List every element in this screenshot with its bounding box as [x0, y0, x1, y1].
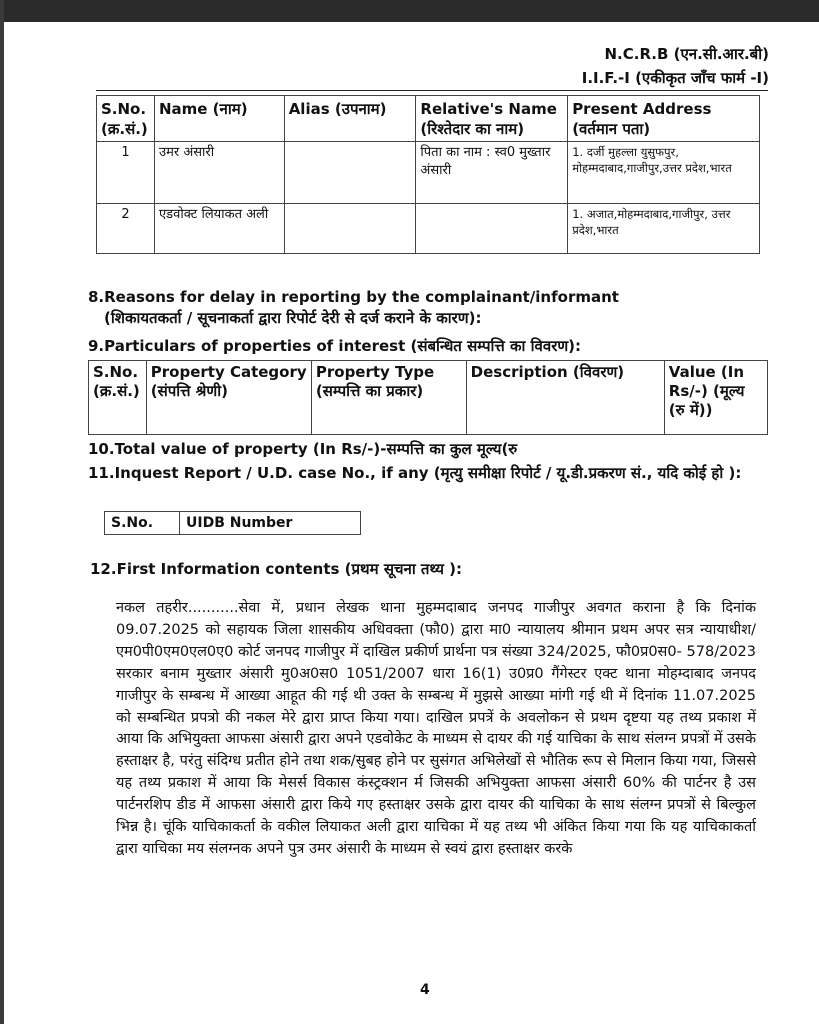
section-9-title: 9.Particulars of properties of interest (संबन्धित सम्पत्ति का विवरण):	[88, 337, 582, 355]
section-12-title: 12.First Information contents (प्रथम सूचना तथ्य ):	[90, 560, 463, 578]
cell-address: 1. दर्जी मुहल्ला युसुफपुर, मोहम्मदाबाद,गाजीपुर,उत्तर प्रदेश,भारत	[568, 142, 760, 204]
col-sno: S.No. (क्र.सं.)	[89, 361, 147, 435]
section-11-title: 11.Inquest Report / U.D. case No., if any (मृत्यु समीक्षा रिपोर्ट / यू.डी.प्रकरण सं., यदि कोई हो ):	[88, 464, 742, 482]
section-8-subtitle: (शिकायतकर्ता / सूचनाकर्ता द्वारा रिपोर्ट देरी से दर्ज कराने के कारण):	[104, 309, 482, 327]
table-row	[97, 142, 760, 204]
col-sno: S.No. (क्र.सं.)	[97, 96, 155, 142]
header-rule	[96, 90, 768, 91]
viewer-left-edge	[0, 0, 4, 1024]
viewer-top-bar	[0, 0, 819, 22]
ncrb-header: N.C.R.B (एन.सी.आर.बी)	[604, 45, 769, 63]
col-relative: Relative's Name (रिश्तेदार का नाम)	[416, 96, 568, 142]
col-value: Value (In Rs/-) (मूल्य (रु में))	[664, 361, 767, 435]
section-8-title: 8.Reasons for delay in reporting by the complainant/informant	[88, 288, 619, 306]
cell-sno: 2	[97, 204, 155, 254]
cell-relative: पिता का नाम : स्व0 मुख्तार अंसारी	[416, 142, 568, 204]
col-category: Property Category (संपत्ति श्रेणी)	[146, 361, 311, 435]
cell-name: एडवोक्ट लियाकत अली	[154, 204, 284, 254]
cell-alias	[284, 204, 416, 254]
table-header-row	[105, 512, 361, 535]
table-header-row	[97, 96, 760, 142]
accused-table	[96, 95, 760, 254]
col-alias: Alias (उपनाम)	[284, 96, 416, 142]
table-header-row	[89, 361, 768, 435]
fir-content-text: नकल तहरीर...........सेवा में, प्रधान लेखक थाना मुहम्मदाबाद जनपद गाजीपुर अवगत कराना है कि दिनांक 09.07.2025 को सहायक जिला शासकीय अधिवक्ता (फौ0) द्वारा मा0 न्यायालय श्रीमान प्रथम अपर सत्र न्यायाधीश/ एम0पी0एम0एल0ए0 कोर्ट जनपद गाजीपुर में दाखिल प्रकीर्ण प्रार्थना पत्र संख्या 324/2025, फौ0प्र0स0- 578/2023 सरकार बनाम मुख्तार अंसारी मु0अ0स0 1051/2007 धारा 16(1) उ0प्र0 गैंगेस्टर एक्ट थाना मोहम्दाबाद जनपद गाजीपुर के सम्बन्ध में आख्या आहूत की गई थी उक्त के सम्बन्ध में मुझसे आख्या मांगी गई थी में दिनांक 11.07.2025 को सम्बन्धित प्रपत्रो की नकल मेरे द्वारा प्राप्त किया गया। दाखिल प्रपत्रें के अवलोकन से प्रथम दृष्टया यह तथ्य प्रकाश में आया कि अभियुक्ता आफसा अंसारी द्वारा अपने एडवोकेट के माध्यम से दायर की गई याचिका के साथ संलग्न प्रपत्रों में उसके हस्ताक्षर है, परंतु संदिग्ध प्रतीत होने तथा शक/सुबह होने पर सुसंगत अभिलेखों से भौतिक रूप से मिलान किया गया, जिससे यह तथ्य प्रकाश में आया कि मेसर्स विकास कंस्ट्रक्शन र्म जिसकी अभियुक्ता आफसा अंसारी 60% की पार्टनर है उस पार्टनरशिप डीड में आफसा अंसारी द्वारा किये गए हस्ताक्षर उसके द्वारा दायर की याचिका के साथ संलग्न प्रपत्रों से बिल्कुल भिन्न है। चूंकि याचिकाकर्ता के वकील लियाकत अली द्वारा याचिका में यह तथ्य भी अंकित किया गया कि यह याचिकाकर्ता द्वारा याचिका मय संलग्नक अपने पुत्र उमर अंसारी के माध्यम से स्वयं द्वारा हस्ताक्षर करके	[116, 600, 756, 857]
col-description: Description (विवरण)	[466, 361, 664, 435]
property-table	[88, 360, 768, 435]
uidb-table	[104, 511, 361, 535]
col-address: Present Address (वर्तमान पता)	[568, 96, 760, 142]
cell-relative	[416, 204, 568, 254]
cell-address: 1. अजात,मोहम्मदाबाद,गाजीपुर, उत्तर प्रदेश,भारत	[568, 204, 760, 254]
col-uidb: UIDB Number	[180, 512, 361, 535]
cell-alias	[284, 142, 416, 204]
cell-sno: 1	[97, 142, 155, 204]
section-10-title: 10.Total value of property (In Rs/-)-सम्पत्ति का कुल मूल्य(रु	[88, 440, 518, 458]
page-number: 4	[420, 982, 430, 998]
col-sno: S.No.	[105, 512, 180, 535]
col-type: Property Type (सम्पत्ति का प्रकार)	[311, 361, 466, 435]
form-header: I.I.F.-I (एकीकृत जाँच फार्म -I)	[581, 69, 769, 87]
col-name: Name (नाम)	[154, 96, 284, 142]
cell-name: उमर अंसारी	[154, 142, 284, 204]
table-row	[97, 204, 760, 254]
